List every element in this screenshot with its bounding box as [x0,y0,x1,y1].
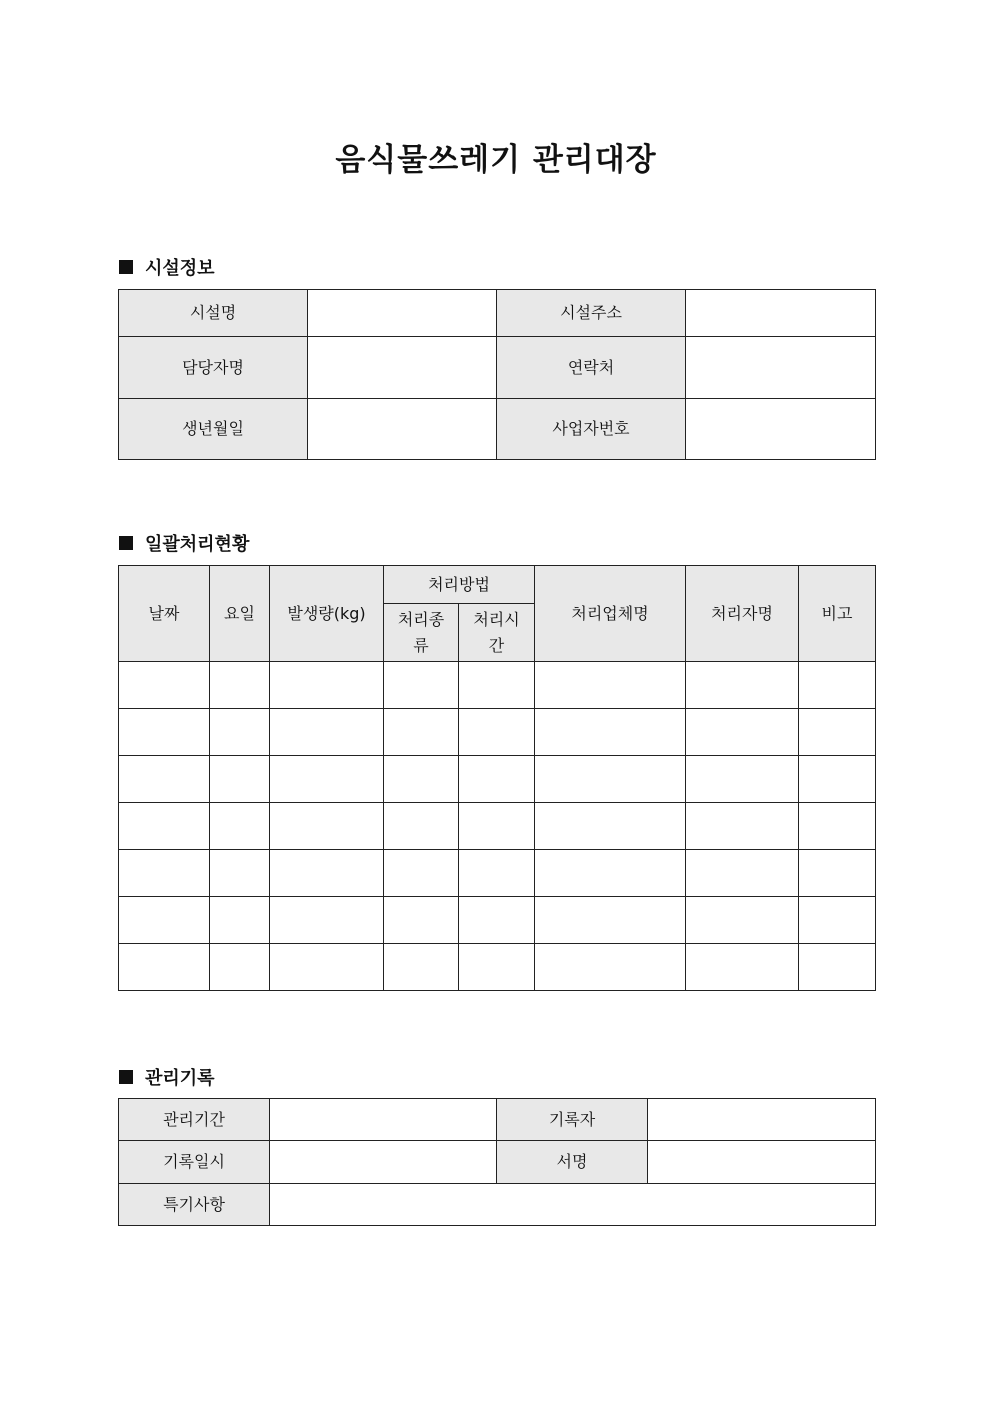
method-time-cell[interactable] [459,897,535,944]
method-type-cell[interactable] [384,803,459,850]
manager-name-label: 담당자명 [119,337,308,399]
handler-cell[interactable] [686,756,799,803]
table-row [119,290,876,337]
weekday-cell[interactable] [210,850,270,897]
records-table [118,1098,876,1226]
header-method: 처리방법 [384,566,535,604]
header-method-time: 처리시간 [459,604,535,662]
header-date: 날짜 [119,566,210,662]
table-row [119,399,876,460]
header-company: 처리업체명 [535,566,686,662]
table-row [119,850,876,897]
facility-name-field[interactable] [308,290,497,337]
amount-cell[interactable] [270,897,384,944]
table-header-row [119,566,876,604]
birthdate-label: 생년월일 [119,399,308,460]
facility-name-label: 시설명 [119,290,308,337]
amount-cell[interactable] [270,709,384,756]
method-time-cell[interactable] [459,709,535,756]
note-cell[interactable] [799,897,876,944]
method-time-cell[interactable] [459,756,535,803]
date-cell[interactable] [119,944,210,991]
method-type-cell[interactable] [384,850,459,897]
date-cell[interactable] [119,709,210,756]
business-number-label: 사업자번호 [497,399,686,460]
note-cell[interactable] [799,944,876,991]
facility-table [118,289,876,460]
weekday-cell[interactable] [210,756,270,803]
page-title: 음식물쓰레기 관리대장 [335,142,657,178]
table-row [119,1184,876,1226]
date-cell[interactable] [119,897,210,944]
table-row [119,803,876,850]
handler-cell[interactable] [686,850,799,897]
method-time-cell[interactable] [459,944,535,991]
table-row [119,337,876,399]
amount-cell[interactable] [270,944,384,991]
method-type-cell[interactable] [384,756,459,803]
weekday-cell[interactable] [210,803,270,850]
table-row [119,662,876,709]
amount-cell[interactable] [270,803,384,850]
record-date-field[interactable] [270,1141,497,1184]
company-cell[interactable] [535,662,686,709]
business-number-field[interactable] [686,399,876,460]
company-cell[interactable] [535,756,686,803]
note-cell[interactable] [799,662,876,709]
record-date-label: 기록일시 [119,1141,270,1184]
weekday-cell[interactable] [210,897,270,944]
company-cell[interactable] [535,850,686,897]
company-cell[interactable] [535,897,686,944]
section-heading-facility [119,254,215,280]
period-label: 관리기간 [119,1099,270,1141]
date-cell[interactable] [119,756,210,803]
contact-field[interactable] [686,337,876,399]
section-heading-records [119,1064,215,1090]
amount-cell[interactable] [270,756,384,803]
method-type-cell[interactable] [384,944,459,991]
company-cell[interactable] [535,944,686,991]
note-cell[interactable] [799,850,876,897]
square-bullet-icon [119,1070,133,1084]
facility-address-label: 시설주소 [497,290,686,337]
weekday-cell[interactable] [210,709,270,756]
facility-address-field[interactable] [686,290,876,337]
recorder-field[interactable] [648,1099,876,1141]
section-heading-label: 일괄처리현황 [145,534,250,555]
table-row [119,1141,876,1184]
amount-cell[interactable] [270,850,384,897]
handler-cell[interactable] [686,944,799,991]
header-handler: 처리자명 [686,566,799,662]
method-type-cell[interactable] [384,662,459,709]
method-time-cell[interactable] [459,662,535,709]
method-time-cell[interactable] [459,850,535,897]
square-bullet-icon [119,260,133,274]
date-cell[interactable] [119,850,210,897]
remarks-label: 특기사항 [119,1184,270,1226]
amount-cell[interactable] [270,662,384,709]
weekday-cell[interactable] [210,662,270,709]
batch-processing-table [118,565,876,991]
header-note: 비고 [799,566,876,662]
company-cell[interactable] [535,709,686,756]
birthdate-field[interactable] [308,399,497,460]
handler-cell[interactable] [686,803,799,850]
handler-cell[interactable] [686,662,799,709]
section-heading-label: 관리기록 [145,1068,215,1089]
recorder-label: 기록자 [497,1099,648,1141]
weekday-cell[interactable] [210,944,270,991]
header-amount: 발생량(kg) [270,566,384,662]
date-cell[interactable] [119,803,210,850]
company-cell[interactable] [535,803,686,850]
table-row [119,756,876,803]
note-cell[interactable] [799,709,876,756]
method-time-cell[interactable] [459,803,535,850]
section-heading-batch [119,530,249,556]
contact-label: 연락처 [497,337,686,399]
handler-cell[interactable] [686,897,799,944]
table-row [119,709,876,756]
note-cell[interactable] [799,756,876,803]
signature-label: 서명 [497,1141,648,1184]
note-cell[interactable] [799,803,876,850]
period-field[interactable] [270,1099,497,1141]
date-cell[interactable] [119,662,210,709]
header-weekday: 요일 [210,566,270,662]
table-row [119,944,876,991]
header-method-type: 처리종류 [384,604,459,662]
signature-field[interactable] [648,1141,876,1184]
method-type-cell[interactable] [384,897,459,944]
method-type-cell[interactable] [384,709,459,756]
section-heading-label: 시설정보 [145,258,215,279]
square-bullet-icon [119,536,133,550]
handler-cell[interactable] [686,709,799,756]
manager-name-field[interactable] [308,337,497,399]
table-row [119,1099,876,1141]
remarks-field[interactable] [270,1184,876,1226]
table-row [119,897,876,944]
